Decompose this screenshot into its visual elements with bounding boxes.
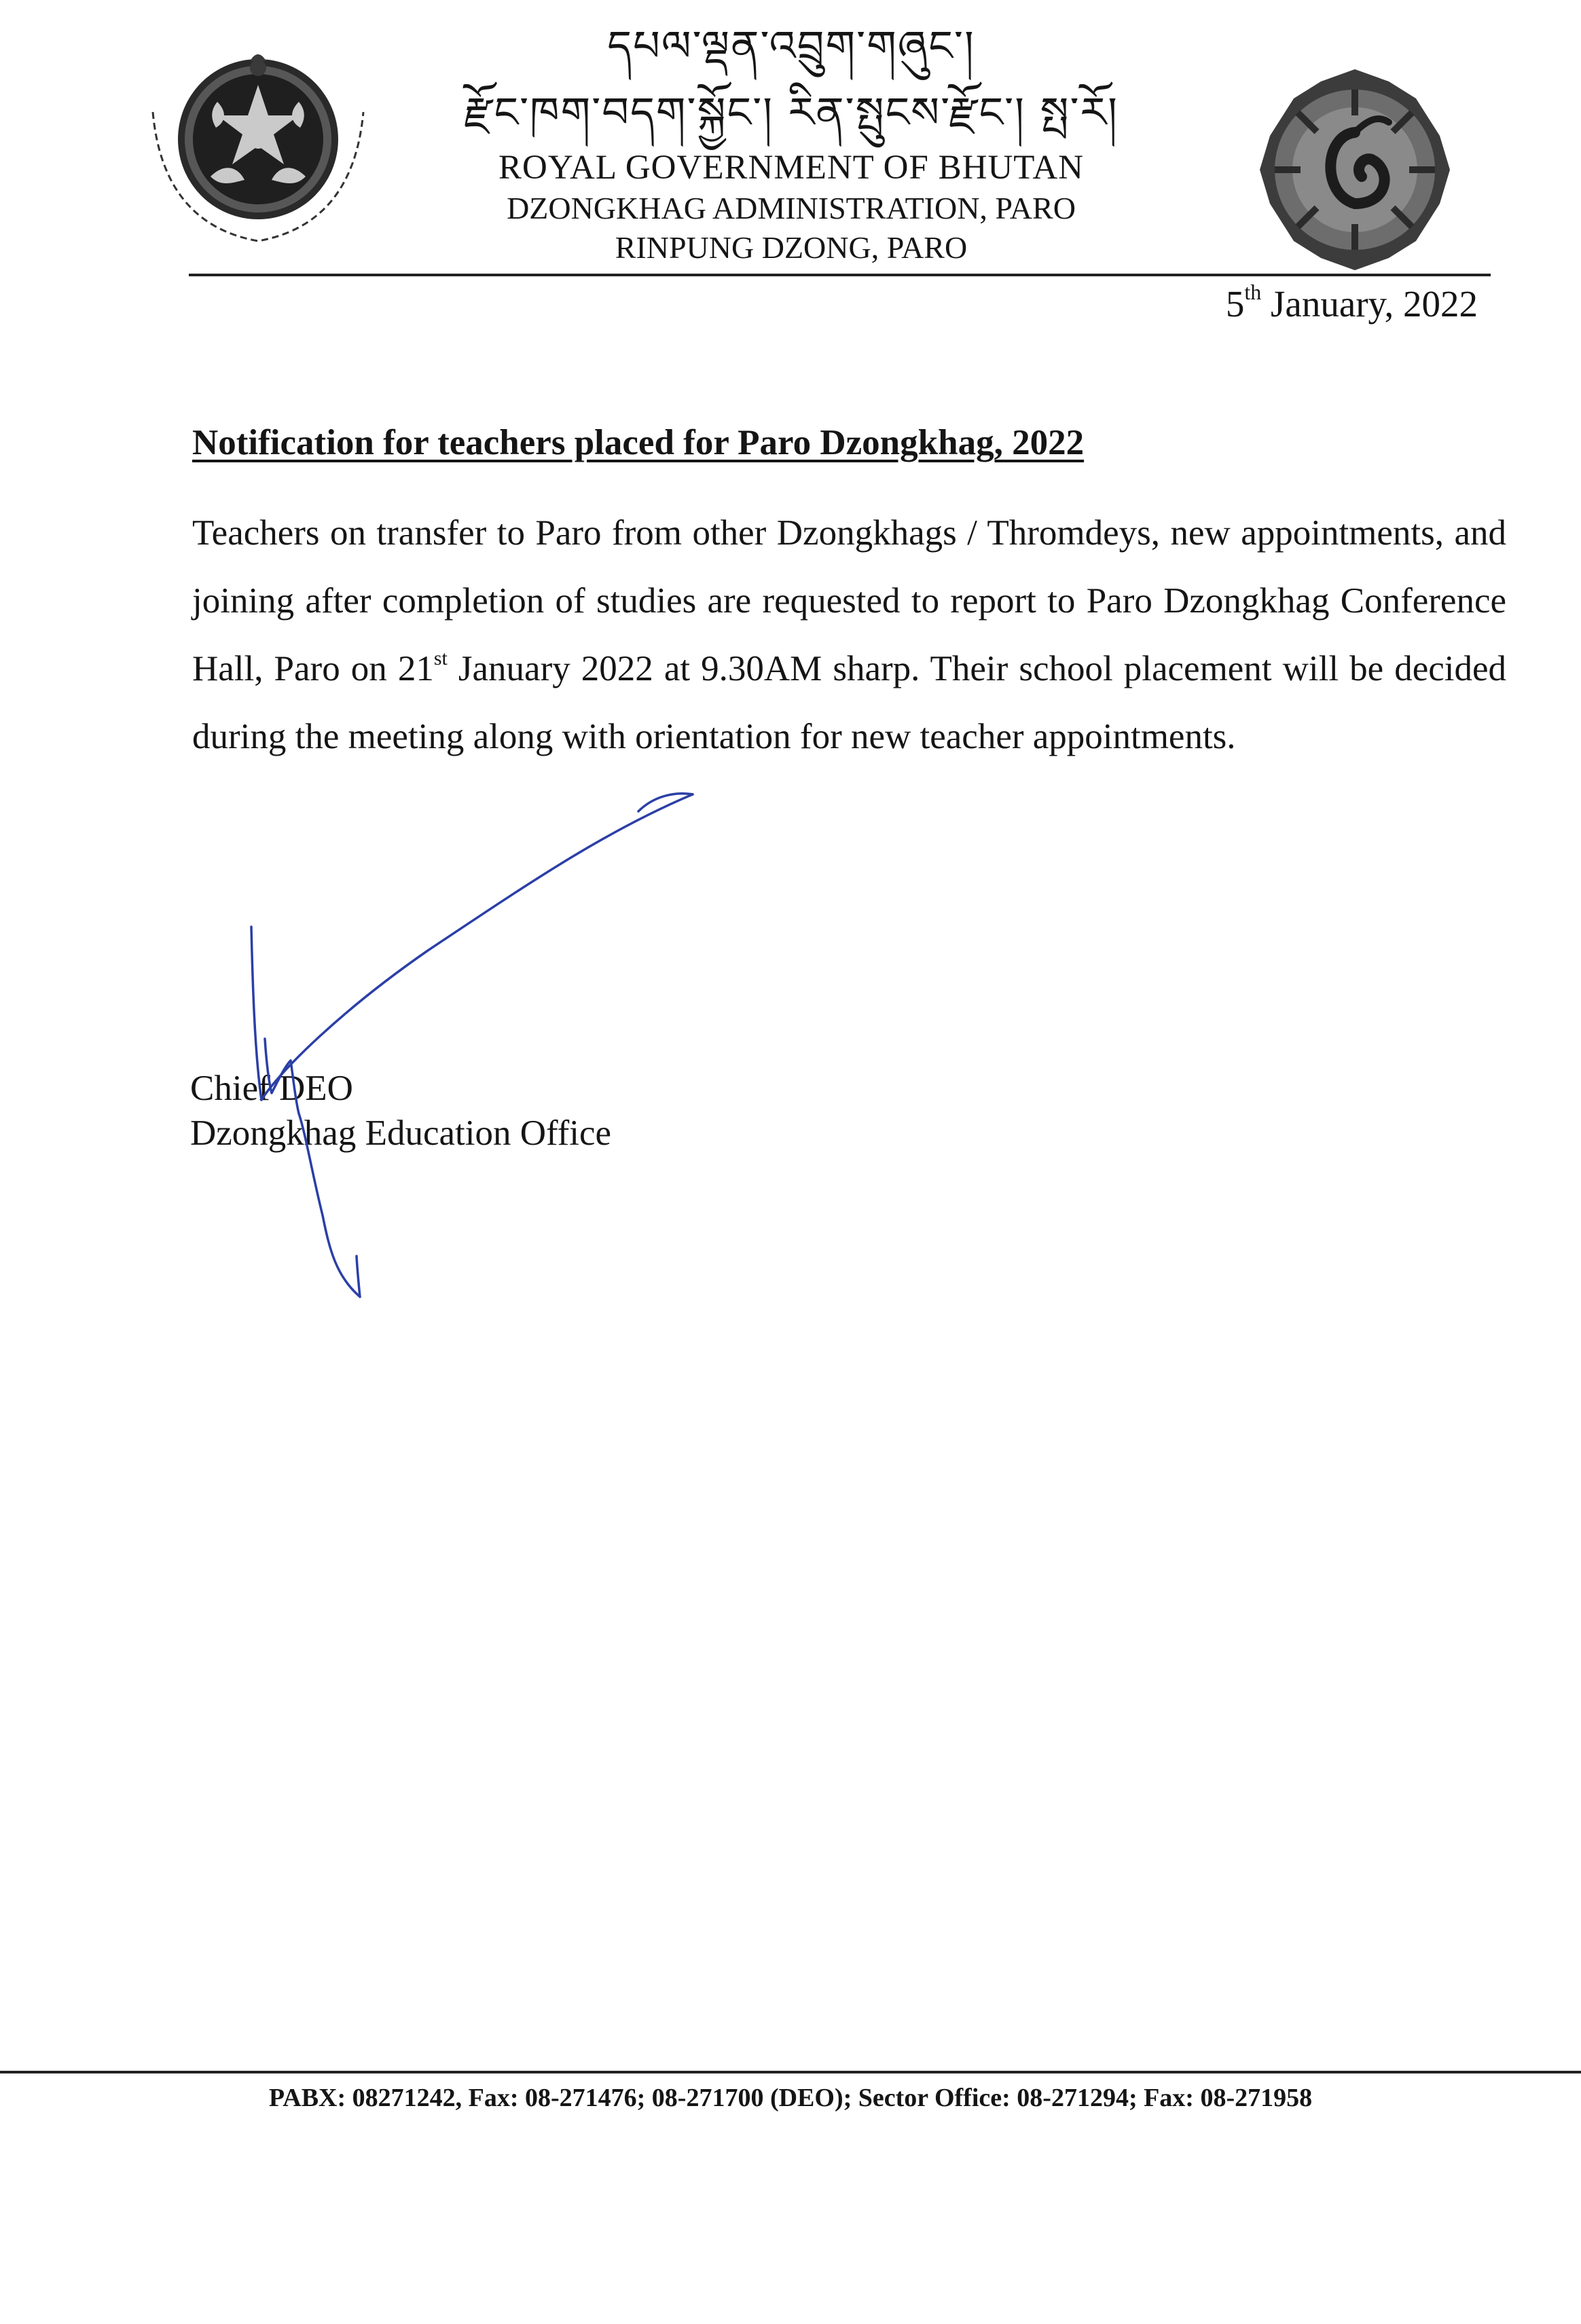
header-divider — [189, 274, 1491, 276]
body-date-suffix: st — [433, 647, 448, 670]
date-day: 5 — [1225, 283, 1245, 325]
dzongkha-government-title: དཔལ་ལྡན་འབྲུག་གཞུང་། — [607, 21, 975, 71]
signatory-office: Dzongkhag Education Office — [190, 1113, 612, 1153]
letterhead — [448, 14, 1134, 268]
location-title: RINPUNG DZONG, PARO — [615, 230, 968, 265]
dzongkha-administration-title: རྫོང་ཁག་བདག་སྐྱོང་། རིན་སྤུངས་རྫོང་། སྤ་རོ། — [464, 88, 1119, 137]
dzongkhag-emblem — [1253, 68, 1457, 272]
date-day-suffix: th — [1244, 279, 1262, 304]
administration-title: DZONGKHAG ADMINISTRATION, PARO — [507, 191, 1076, 225]
footer-divider — [0, 2071, 1581, 2073]
letter-date — [1226, 277, 1478, 331]
body-text-part1: Teachers on transfer to Paro from other Dzongkhags / Thromdeys, new appointments, and joining after completion of studies are requested to report to Paro Dzongkhag Conference Hall, Paro on 21 — [192, 513, 1506, 688]
handwritten-signature — [204, 781, 720, 1310]
notification-title: Notification for teachers placed for Paro Dzongkhag, 2022 — [192, 423, 1085, 462]
body-text-part2: January 2022 at 9.30AM sharp. Their school placement will be decided during the meeting along with orientation for new teacher appointments. — [192, 649, 1506, 756]
footer-contacts: PABX: 08271242, Fax: 08-271476; 08-271700 (DEO); Sector Office: 08-271294; Fax: 08-271958 — [268, 2084, 1313, 2112]
date-month-year: January, 2022 — [1271, 283, 1478, 325]
royal-seal-emblem — [136, 48, 380, 258]
government-title: ROYAL GOVERNMENT OF BHUTAN — [498, 149, 1085, 187]
signatory-title: Chief DEO — [190, 1069, 353, 1108]
notification-body — [192, 499, 1506, 771]
